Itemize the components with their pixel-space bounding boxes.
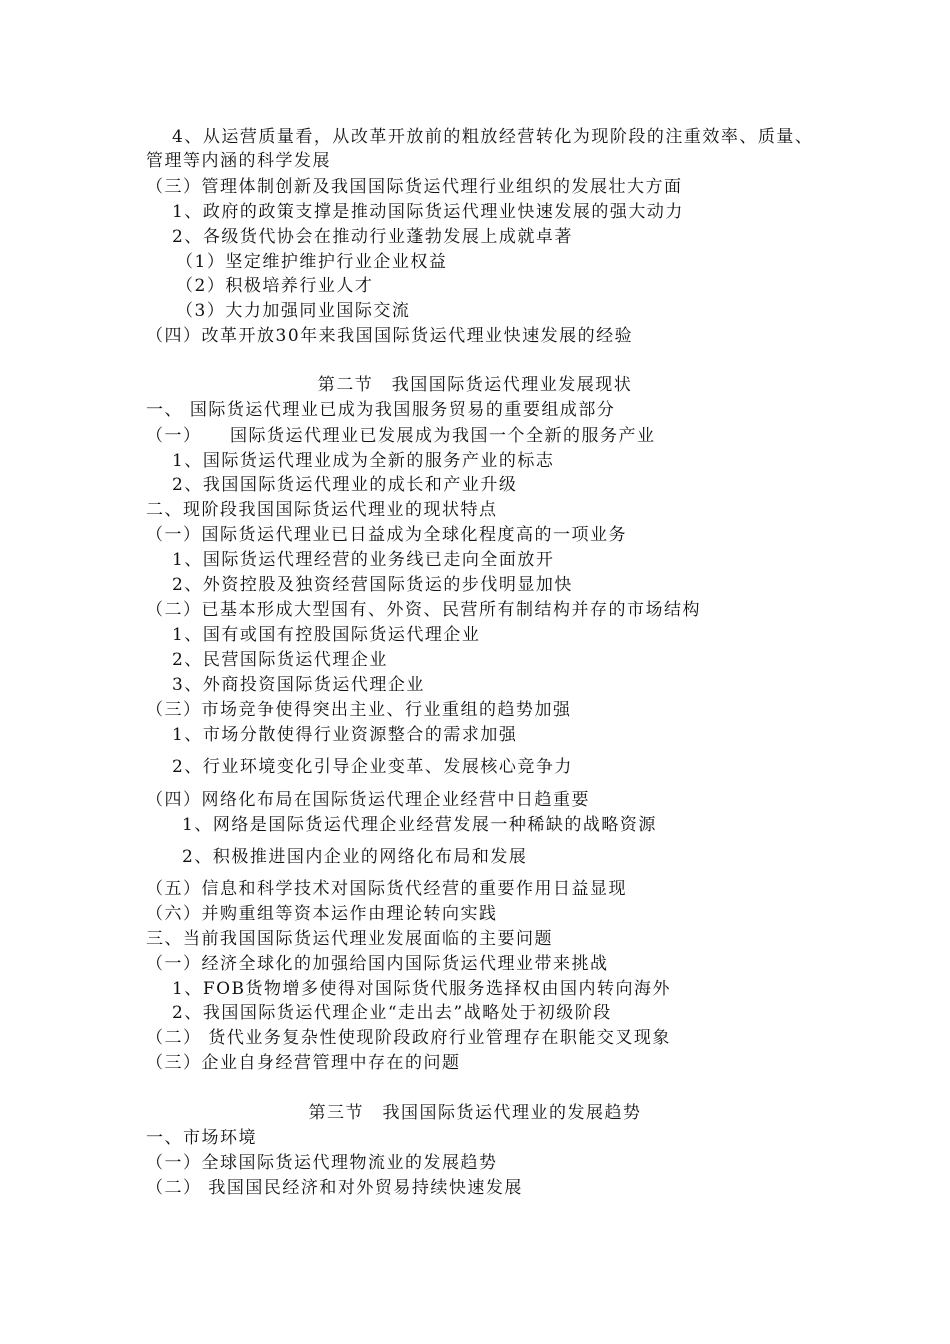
text-line: 1、政府的政策支撑是推动国际货运代理业快速发展的强大动力 <box>172 202 684 222</box>
heading-subsection: （三）市场竞争使得突出主业、行业重组的趋势加强 <box>146 700 572 720</box>
heading-subsection: （三）管理体制创新及我国国际货运代理行业组织的发展壮大方面 <box>146 177 683 197</box>
text-line: 2、我国国际货运代理业的成长和产业升级 <box>172 475 518 495</box>
text-line: 管理等内涵的科学发展 <box>146 151 331 171</box>
text-line: 2、民营国际货运代理企业 <box>172 650 388 670</box>
text-line: 1、国际货运代理经营的业务线已走向全面放开 <box>172 550 555 570</box>
text-line: 1、国际货运代理业成为全新的服务产业的标志 <box>172 451 555 471</box>
heading-section: 二、现阶段我国国际货运代理业的现状特点 <box>146 500 498 520</box>
section-title: 第三节 我国国际货运代理业的发展趋势 <box>308 1103 642 1123</box>
heading-subsection: （五）信息和科学技术对国际货代经营的重要作用日益显现 <box>146 879 627 899</box>
text-line: 1、市场分散使得行业资源整合的需求加强 <box>172 725 518 745</box>
heading-subsection: （二） 我国国民经济和对外贸易持续快速发展 <box>146 1178 523 1198</box>
heading-subsection: （三）企业自身经营管理中存在的问题 <box>146 1053 461 1073</box>
heading-section: 一、市场环境 <box>146 1128 257 1148</box>
text-line: （2）积极培养行业人才 <box>176 276 374 296</box>
heading-subsection: （一） 国际货运代理业已发展成为我国一个全新的服务产业 <box>146 426 656 446</box>
text-line: 3、外商投资国际货运代理企业 <box>172 675 425 695</box>
text-line: 1、FOB货物增多使得对国际货代服务选择权由国内转向海外 <box>172 979 672 999</box>
text-line: 2、我国国际货运代理企业“走出去”战略处于初级阶段 <box>172 1003 612 1023</box>
heading-subsection: （一）全球国际货运代理物流业的发展趋势 <box>146 1153 498 1173</box>
heading-subsection: （四）改革开放30年来我国国际货运代理业快速发展的经验 <box>146 326 634 346</box>
text-line: 2、行业环境变化引导企业变革、发展核心竞争力 <box>172 757 573 777</box>
text-line: （1）坚定维护维护行业企业权益 <box>176 252 448 272</box>
heading-subsection: （六）并购重组等资本运作由理论转向实践 <box>146 904 498 924</box>
text-line: 1、国有或国有控股国际货运代理企业 <box>172 625 481 645</box>
text-line: 1、网络是国际货运代理企业经营发展一种稀缺的战略资源 <box>182 815 657 835</box>
heading-subsection: （二） 货代业务复杂性使现阶段政府行业管理存在职能交叉现象 <box>146 1028 671 1048</box>
text-line: （3）大力加强同业国际交流 <box>176 301 411 321</box>
section-title: 第二节 我国国际货运代理业发展现状 <box>317 375 633 395</box>
heading-subsection: （一）国际货运代理业已日益成为全球化程度高的一项业务 <box>146 525 627 545</box>
text-line: 2、各级货代协会在推动行业蓬勃发展上成就卓著 <box>172 227 573 247</box>
text-line: 2、积极推进国内企业的网络化布局和发展 <box>182 847 528 867</box>
heading-section: 一、 国际货运代理业已成为我国服务贸易的重要组成部分 <box>146 400 616 420</box>
heading-section: 三、当前我国国际货运代理业发展面临的主要问题 <box>146 929 553 949</box>
heading-subsection: （一）经济全球化的加强给国内国际货运代理业带来挑战 <box>146 954 609 974</box>
text-line: 4、从运营质量看，从改革开放前的粗放经营转化为现阶段的注重效率、质量、 <box>172 127 814 147</box>
text-line: 2、外资控股及独资经营国际货运的步伐明显加快 <box>172 575 573 595</box>
heading-subsection: （四）网络化布局在国际货运代理企业经营中日趋重要 <box>146 790 590 810</box>
heading-subsection: （二）已基本形成大型国有、外资、民营所有制结构并存的市场结构 <box>146 600 701 620</box>
